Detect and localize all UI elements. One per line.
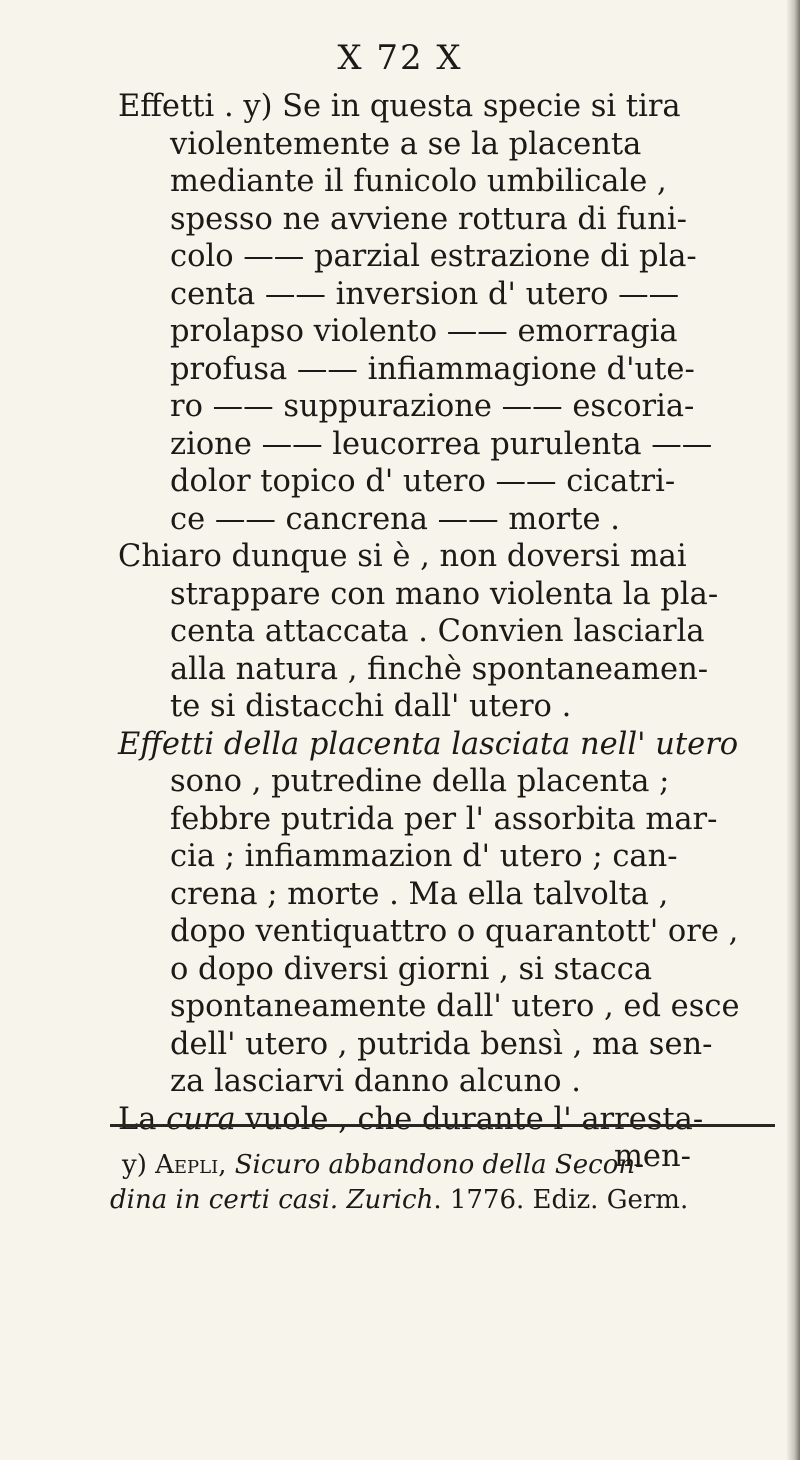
text-line: mediante il funicolo umbilicale , [170, 164, 667, 199]
cura-rest: vuole , che durante l' arresta- [245, 1101, 704, 1137]
footnote-title-1: Sicuro abbandono della Secon- [234, 1150, 644, 1180]
footnote-author: Aepli [155, 1150, 219, 1180]
cura-italic: cura [166, 1101, 236, 1137]
footnote-title-2: dina in certi casi [110, 1185, 330, 1215]
text-line: centa attaccata . Convien lasciarla [170, 614, 705, 649]
footnote-rest: . 1776. Ediz. Germ. [433, 1185, 689, 1215]
page-number: X 72 X [337, 38, 463, 78]
cura-prefix: La [118, 1101, 157, 1137]
text-line: ro —— suppurazione —— escoria- [170, 389, 695, 424]
text-line: profusa —— infiammagione d'ute- [170, 351, 695, 387]
text-line: o dopo diversi giorni , si stacca [170, 951, 653, 987]
text-line: dopo ventiquattro o quarantott' ore , [170, 914, 739, 949]
body-text [118, 88, 798, 1176]
text-line: te si distacchi dall' utero . [170, 689, 572, 724]
footnote [110, 1148, 790, 1218]
footnote-line-2 [110, 1183, 790, 1218]
text-line: centa —— inversion d' utero —— [170, 276, 680, 312]
italic-heading: Effetti della placenta lasciata nell' utero [118, 726, 739, 762]
text-line: dell' utero , putrida bensì , ma sen- [170, 1026, 713, 1062]
footnote-place: . Zurich [329, 1185, 434, 1215]
text-line: zione —— leucorrea purulenta —— [170, 426, 713, 462]
text-line: spontaneamente dall' utero , ed esce [170, 989, 740, 1024]
text-line: za lasciarvi danno alcuno . [170, 1064, 581, 1099]
text-line: sono , putredine della placenta ; [170, 764, 670, 799]
text-line: dolor topico d' utero —— cicatri- [170, 464, 676, 499]
footnote-rule [110, 1124, 775, 1127]
text-line: spesso ne avviene rottura di funi- [170, 201, 687, 237]
text-line: violentemente a se la placenta [170, 126, 642, 162]
text-line: cia ; infiammazion d' utero ; can- [170, 839, 678, 874]
footnote-line-1 [110, 1148, 790, 1183]
cura-line [118, 1101, 798, 1139]
text-line: alla natura , finchè spontaneamen- [170, 651, 709, 687]
footnote-sep: , [218, 1150, 227, 1180]
text-line: ce —— cancrena —— morte . [170, 501, 620, 537]
text-line: febbre putrida per l' assorbita mar- [170, 801, 718, 837]
footnote-marker: y) [122, 1150, 147, 1180]
text-line: Effetti . y) Se in questa specie si tira [118, 89, 681, 124]
text-line: colo —— parzial estrazione di pla- [170, 239, 697, 274]
text-line: prolapso violento —— emorragia [170, 314, 678, 349]
text-line: strappare con mano violenta la pla- [170, 576, 719, 612]
catchword: men- [614, 1139, 691, 1174]
text-line: Chiaro dunque si è , non doversi mai [118, 539, 687, 574]
text-line: crena ; morte . Ma ella talvolta , [170, 876, 669, 912]
